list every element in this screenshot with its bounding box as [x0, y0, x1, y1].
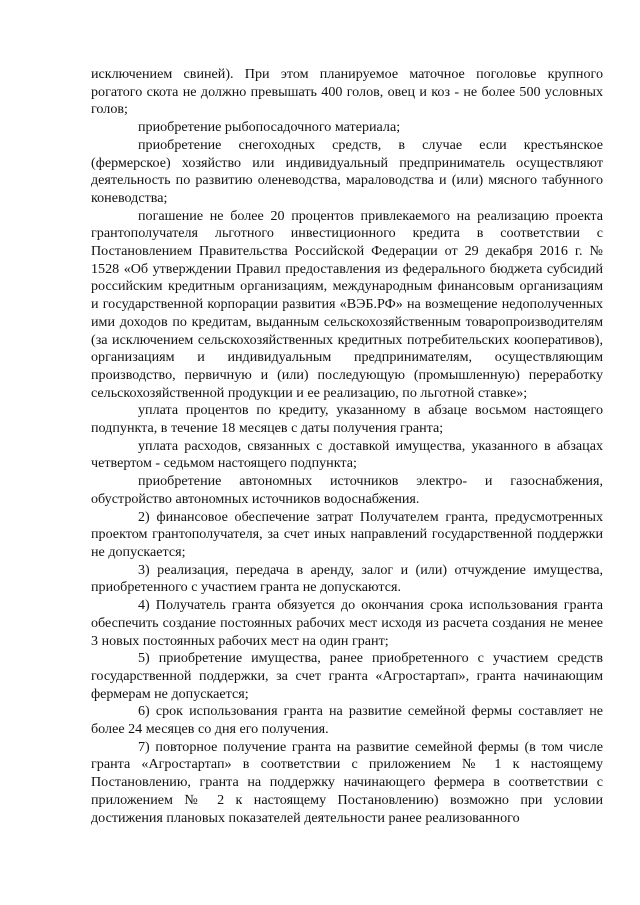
- paragraph: 3) реализация, передача в аренду, залог и (или) отчуждение имущества, приобретенного с участием гранта не допускаются.: [91, 561, 603, 596]
- paragraph: уплата процентов по кредиту, указанному в абзаце восьмом настоящего подпункта, в течение 18 месяцев с даты получения гранта;: [91, 402, 603, 437]
- paragraph: приобретение автономных источников электро- и газоснабжения, обустройство автономных источников водоснабжения.: [91, 473, 603, 507]
- paragraph: 6) срок использования гранта на развитие семейной фермы составляет не более 24 месяцев со дня его получения.: [91, 703, 603, 738]
- paragraph: 4) Получатель гранта обязуется до окончания срока использования гранта обеспечить создание постоянных рабочих мест исходя из расчета создания не менее 3 новых постоянных рабочих мест на один грант;: [91, 597, 603, 649]
- paragraph: приобретение рыбопосадочного материала;: [138, 119, 401, 136]
- paragraph-continuation: исключением свиней). При этом планируемое маточное поголовье крупного рогатого скота не должно превышать 400 голов, овец и коз - не более 500 условных голов;: [91, 66, 603, 118]
- paragraph: уплата расходов, связанных с доставкой имущества, указанного в абзацах четвертом - седьмом настоящего подпункта;: [91, 437, 603, 472]
- paragraph: 5) приобретение имущества, ранее приобретенного с участием средств государственной поддержки, за счет гранта «Агростартап», гранта начинающим фермерам не допускается;: [91, 650, 603, 702]
- paragraph: 2) финансовое обеспечение затрат Получателем гранта, предусмотренных проектом грантополучателя, за счет иных направлений государственной поддержки не допускается;: [91, 508, 603, 560]
- paragraph: погашение не более 20 процентов привлекаемого на реализацию проекта грантополучателя льготного инвестиционного кредита в соответствии с Постановлением Правительства Российской Федерации от 29 декабря 2016 г. № 1528 «Об утверждении Правил предоставления из федерального бюджета субсидий российским кредитным организациям, международным финансовым организациям и государственной корпорации развития «ВЭБ.РФ» на возмещение недополученных ими доходов по кредитам, выданным сельскохозяйственным товаропроизводителям (за исключением сельскохозяйственных кредитных потребительских кооперативов), организациям и индивидуальным предпринимателям, осуществляющим производство, первичную и (или) последующую (промышленную) переработку сельскохозяйственной продукции и ее реализацию, по льготной ставке»;: [91, 207, 603, 401]
- paragraph: 7) повторное получение гранта на развитие семейной фермы (в том числе гранта «Агростартап» в соответствии с приложением № 1 к настоящему Постановлению, гранта на поддержку начинающего фермера в соответствии с приложением № 2 к настоящему Постановлению) возможно при условии достижения плановых показателей деятельности ранее реализованного: [91, 738, 603, 826]
- document-body: [91, 66, 603, 827]
- paragraph: приобретение снегоходных средств, в случае если крестьянское (фермерское) хозяйство или индивидуальный предприниматель осуществляют деятельность по развитию оленеводства, мараловодства и (или) мясного табунного коневодства;: [91, 136, 603, 206]
